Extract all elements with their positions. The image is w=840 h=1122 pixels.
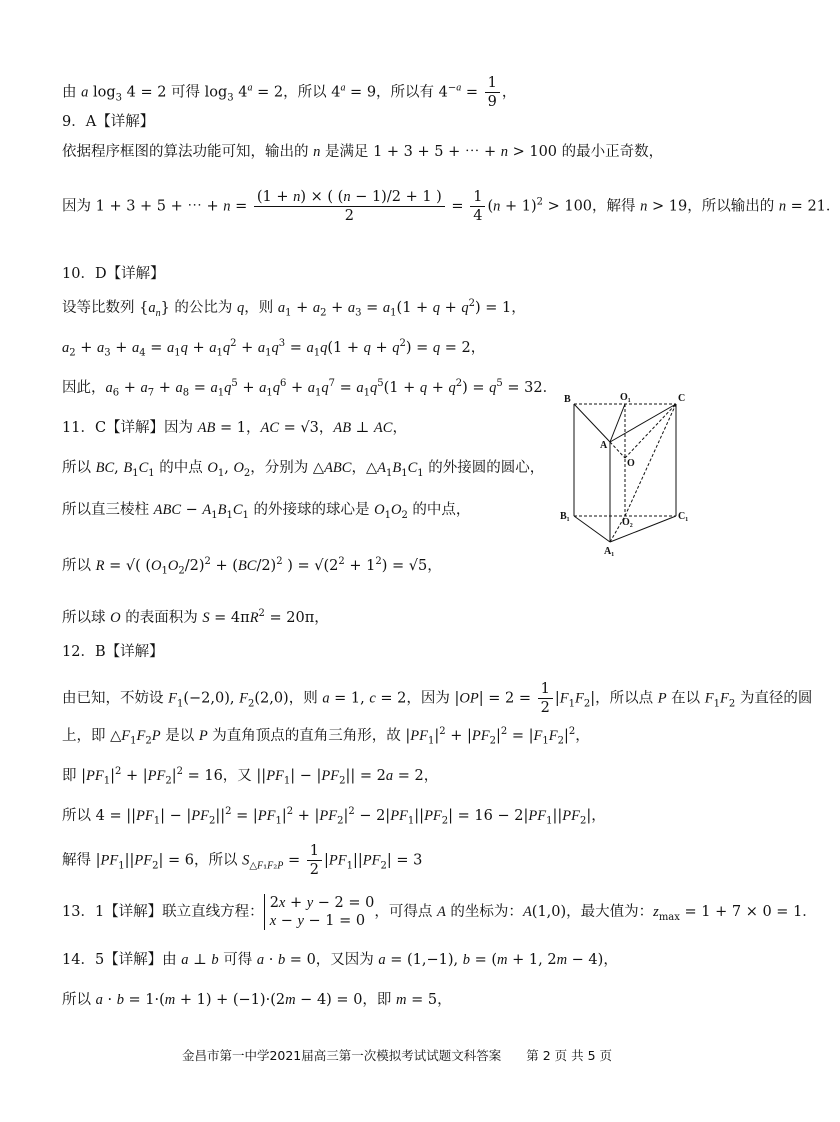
label-b: B: [564, 394, 571, 405]
segment-a-o: [610, 442, 625, 458]
prism-figure: [560, 392, 700, 562]
line-11b: 所以直三棱柱 ABC − $A_1B_1C_1$ 的外接球的球心是 $O_1O_2$ 的中点，: [62, 502, 471, 521]
label-a1: A₁: [604, 546, 615, 557]
line-14a: 14．5【详解】由 a ⊥ b 可得 a · b = 0，又因为 a = (1,−1), b = (m + 1, 2m − 4)，: [62, 952, 618, 968]
answer-heading-10: 10．D【详解】: [62, 266, 165, 282]
label-o2: O₂: [622, 517, 633, 528]
answer-heading-12: 12．B【详解】: [62, 644, 164, 660]
page-footer: 金昌市第一中学2021届高三第一次模拟考试试题文科答案 第 2 页 共 5 页: [181, 1048, 613, 1063]
line-11-head: 11．C【详解】因为 AB = 1，AC = √3，AB ⊥ AC，: [62, 420, 407, 436]
line-12c: 即 $|PF_1|^2 + |PF_2|^2 = 16$，又 $||PF_1| - |PF_2|| = 2a = 2$，: [62, 766, 439, 787]
line-log-result: 由 a $\log_3 4 = 2$ 可得 $\log_3 4^a = 2$，所以 $4^a = 9$，所以有 $4^{-a}$ = $\frac{1}{9}$ ，: [62, 75, 517, 110]
line-10c: 因此，$a_6 + a_7 + a_8 = a_1q^5 + a_1q^6 + a_1q^7 = a_1q^5(1 + q + q^2) = q^5 = 32$．: [62, 378, 558, 399]
segment-a-o1: [610, 404, 625, 442]
line-12e: 解得 $|PF_1||PF_2| = 6$，所以 $S_{\triangle F_1F_2P}$ = $\frac{1}{2}$ $|PF_1||PF_2| = 3$: [62, 843, 423, 878]
edge-a-c: [610, 404, 676, 442]
label-o1: O₁: [620, 392, 631, 403]
line-12a: 由已知，不妨设 $F_1(-2,0)$, $F_2(2,0)$，则 a = 1, c = 2，因为 |OP| = 2 = $\frac{1}{2}$ $|F_1F_2|$，所以点 P 在以 $F_1F_2$ 为直径的圆: [62, 681, 813, 716]
line-9a: 依据程序框图的算法功能可知，输出的 n 是满足 1 + 3 + 5 + ⋯ + n > 100 的最小正奇数，: [62, 144, 664, 160]
label-o: O: [627, 458, 635, 469]
line-13: 13．1【详解】联立直线方程： 2x + y − 2 = 0 x − y − 1 = 0 ，可得点 A 的坐标为：A(1,0)，最大值为：$z_{max} = 1 + 7 \times 0 = 1$．: [62, 895, 817, 929]
label-c: C: [678, 393, 686, 404]
line-11c: 所以 R = √( $(O_1O_2/2)^2 + (BC/2)^2$ ) = $√(2^2 + 1^2) = √5$，: [62, 556, 442, 577]
label-a: A: [600, 440, 608, 451]
line-14b: 所以 a · b = 1·(m + 1) + (−1)·(2m − 4) = 0，即 m = 5，: [62, 992, 452, 1008]
segment-o-c: [625, 404, 676, 458]
line-10a: 设等比数列 $\{a_n\}$ 的公比为 q，则 $a_1 + a_2 + a_3 = a_1(1 + q + q^2) = 1$，: [62, 298, 526, 319]
label-c1: C₁: [678, 511, 689, 522]
line-10b: $a_2 + a_3 + a_4 = a_1q + a_1q^2 + a_1q^3 = a_1q(1 + q + q^2) = q = 2$，: [62, 338, 486, 359]
line-9b: 因为 1 + 3 + 5 + ⋯ + n = $\frac{(1 + n) \times ( (n - 1)/2 + 1 )}{2}$ = $\frac{1}{4}$ $(n + 1)^2 > 100$，解得 n > 19，所以输出的 n = 21．: [62, 189, 840, 224]
edge-b-a: [574, 404, 610, 442]
edge-a1-c1: [610, 516, 676, 542]
line-12b: 上，即 $\triangle F_1F_2P$ 是以 P 为直角顶点的直角三角形，故 $|PF_1|^2 + |PF_2|^2 = |F_1F_2|^2$，: [62, 726, 590, 747]
edge-b1-a1: [574, 516, 610, 542]
line-12d: 所以 $4 = ||PF_1| - |PF_2||^2 = |PF_1|^2 + |PF_2|^2 - 2|PF_1||PF_2| = 16 - 2|PF_1||PF_2|$，: [62, 806, 606, 827]
label-b1: B₁: [560, 511, 570, 522]
line-11a: 所以 BC, $B_1C_1$ 的中点 $O_1$, $O_2$，分别为 △ABC，$\triangle A_1B_1C_1$ 的外接圆的圆心，: [62, 460, 545, 479]
line-11d: 所以球 O 的表面积为 $S = 4\pi R^2 = 20\pi$，: [62, 608, 329, 626]
answer-heading-9: 9．A【详解】: [62, 114, 155, 130]
